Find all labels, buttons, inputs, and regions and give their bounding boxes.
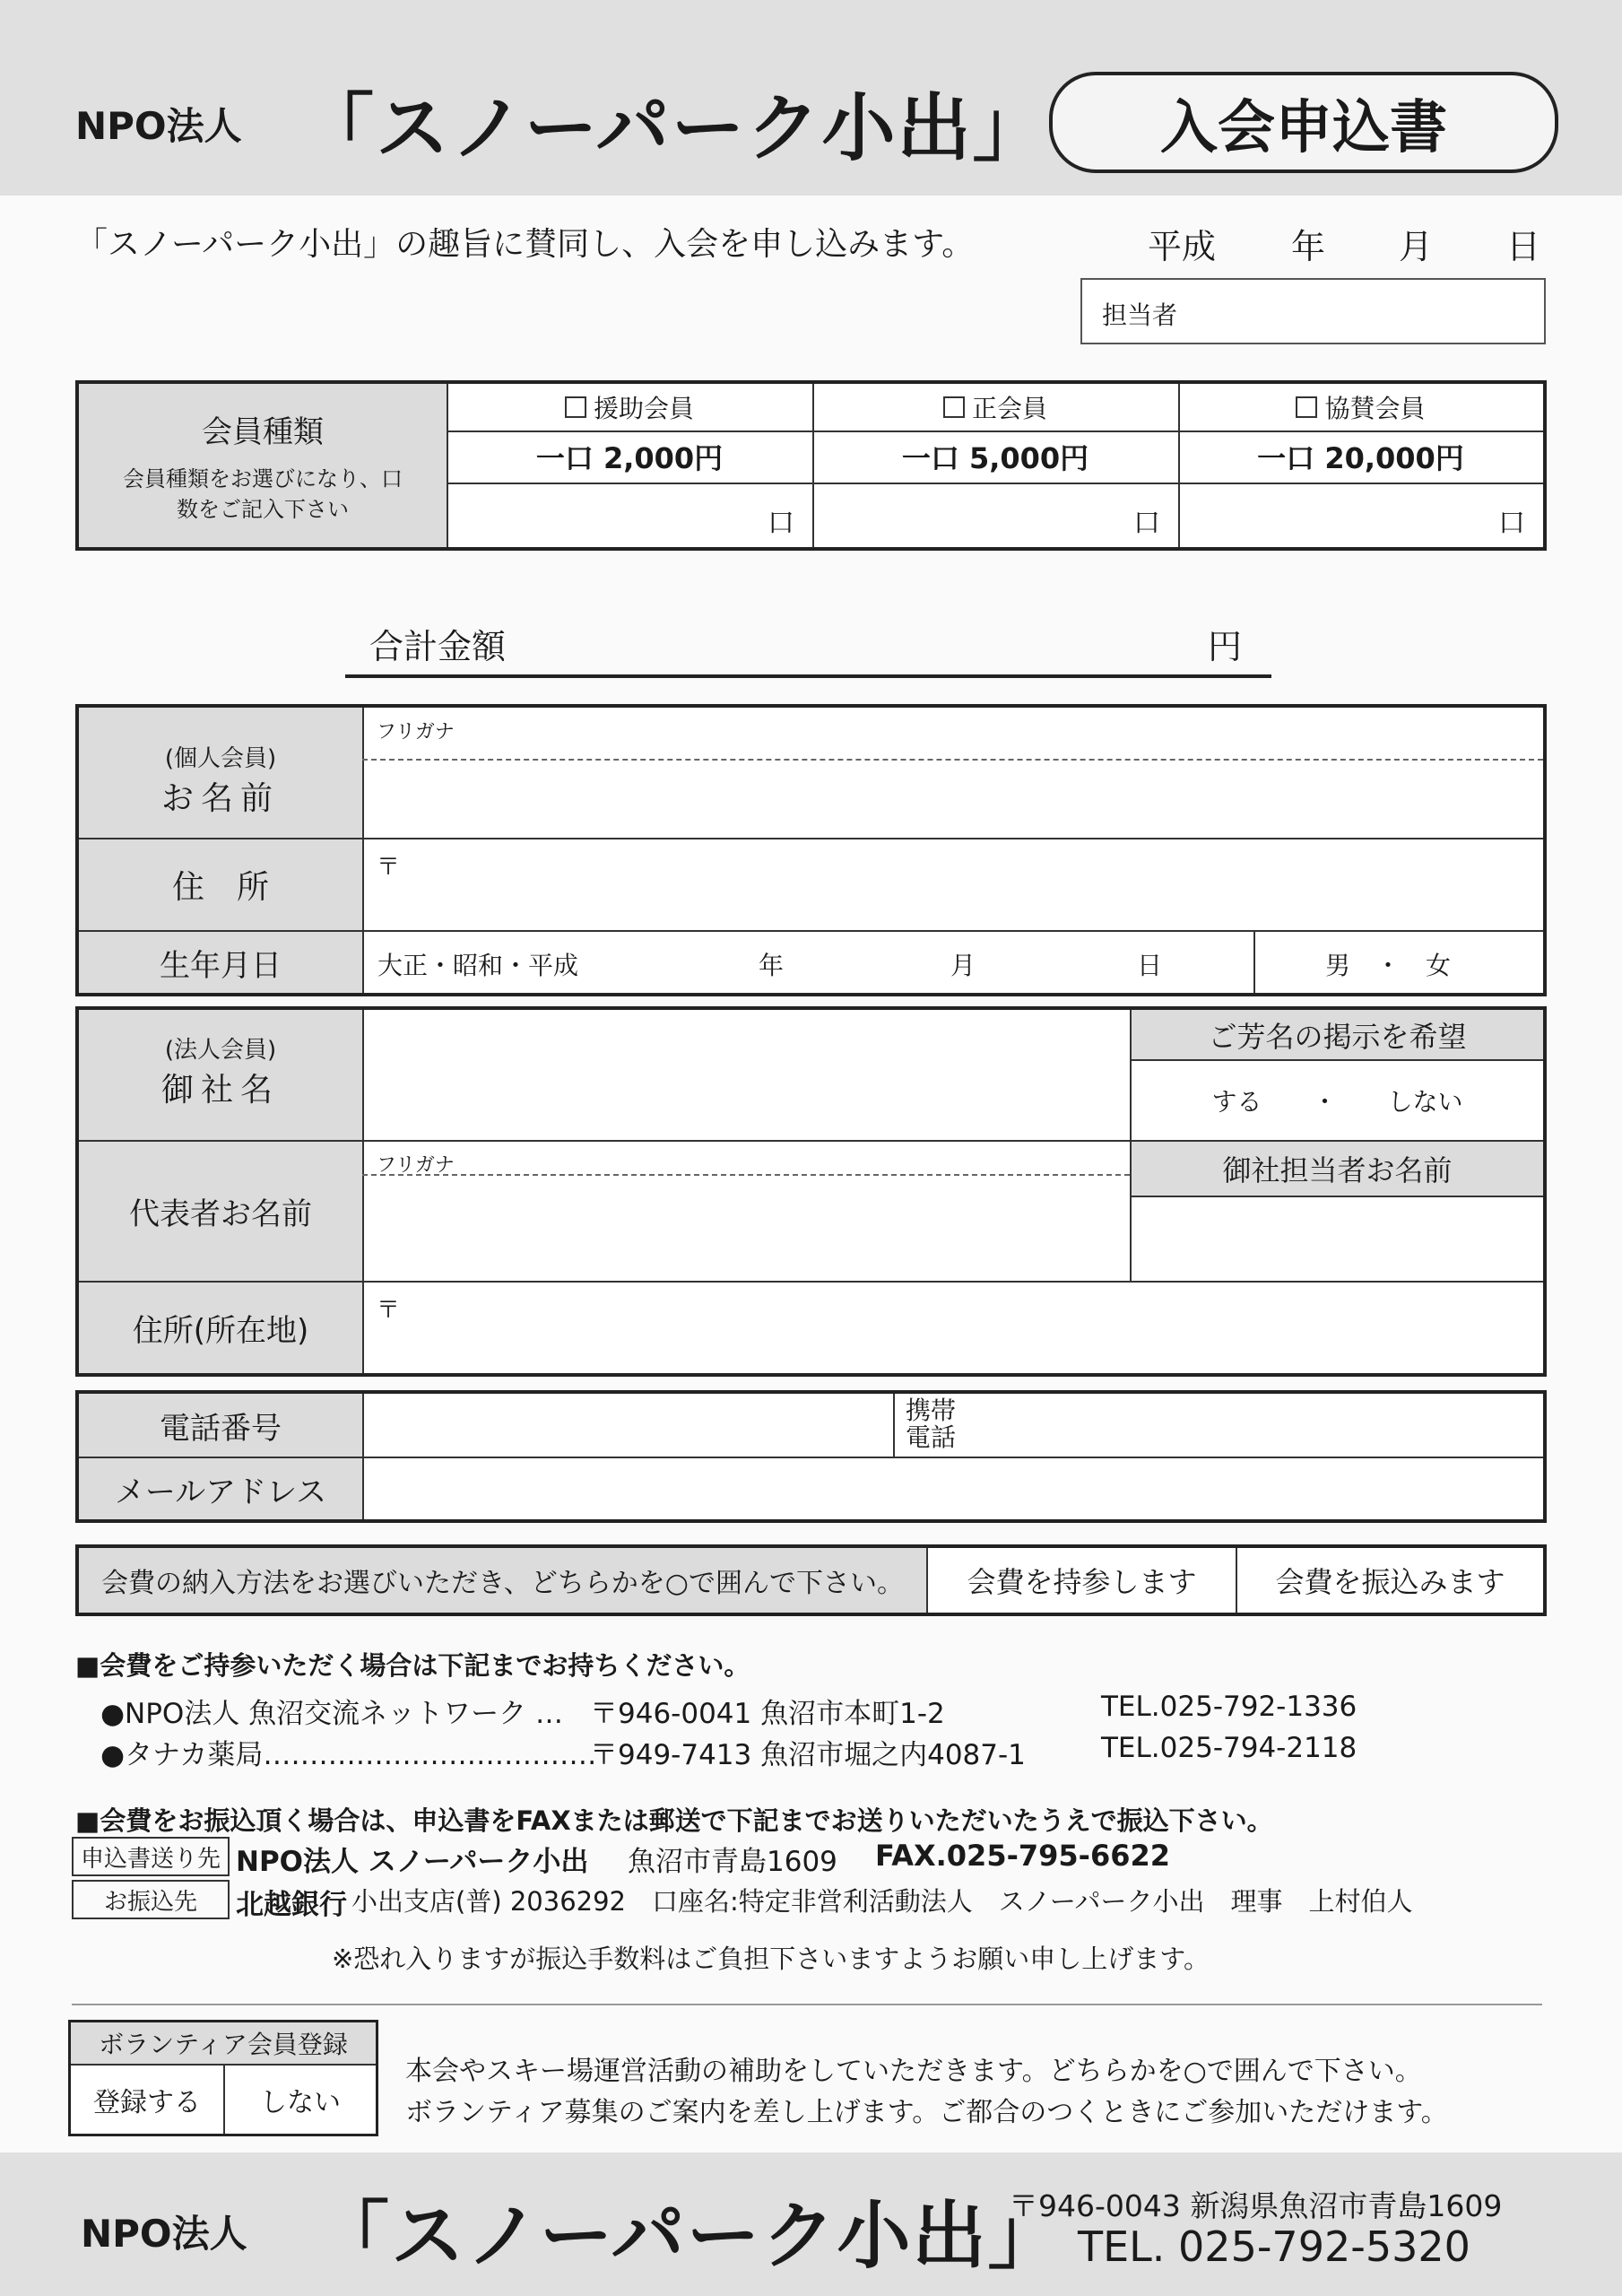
individual-address-field[interactable] xyxy=(364,839,1543,929)
footer-address: 〒946-0043 新潟県魚沼市青島1609 xyxy=(1009,2188,1503,2223)
send-address: 魚沼市青島1609 xyxy=(628,1846,837,1878)
birth-eras[interactable]: 大正・昭和・平成 xyxy=(377,951,579,980)
email-label: メールアドレス xyxy=(114,1474,327,1510)
footer-org-name: 「スノーパーク小出」 xyxy=(316,2194,1063,2279)
type-option-support[interactable]: 援助会員 xyxy=(447,384,812,430)
individual-name-label-cell xyxy=(79,726,362,833)
birth-label: 生年月日 xyxy=(160,947,282,984)
bring-place-1-tel: TEL.025-792-1336 xyxy=(1101,1691,1357,1723)
units-field-sponsor[interactable]: 口 xyxy=(1498,508,1525,539)
membership-label: 会員種類 xyxy=(202,413,324,450)
birth-year: 年 xyxy=(759,951,785,980)
bring-place-1-name: ●NPO法人 魚沼交流ネットワーク … xyxy=(100,1698,564,1730)
payment-section xyxy=(75,1544,1547,1616)
checkbox-icon[interactable] xyxy=(943,396,965,418)
units-field-regular[interactable]: 口 xyxy=(1133,508,1160,539)
birth-month: 月 xyxy=(950,951,976,980)
corporate-address-label: 住所(所在地) xyxy=(132,1313,309,1349)
membership-note: 会員種類をお選びになり、口数をご記入下さい xyxy=(123,465,403,522)
individual-category: (個人会員) xyxy=(164,745,277,772)
birth-day: 日 xyxy=(1137,951,1163,980)
bring-place-1-address: 〒946-0041 魚沼市本町1-2 xyxy=(590,1698,945,1730)
contact-person-label: 御社担当者お名前 xyxy=(1222,1153,1453,1187)
bank-detail: 小出支店(普) 2036292 口座名:特定非営利活動法人 スノーパーク小出 理事 上村伯人 xyxy=(351,1886,1413,1917)
payment-option-transfer[interactable]: 会費を振込みます xyxy=(1275,1565,1505,1599)
postal-mark: 〒 xyxy=(377,854,401,881)
company-label: 御社名 xyxy=(160,1072,280,1109)
company-label-cell xyxy=(79,1017,362,1125)
intro-statement: 「スノーパーク小出」の趣旨に賛同し、入会を申し込みます。 xyxy=(75,226,975,263)
display-wish-options[interactable]: する ・ しない xyxy=(1211,1087,1463,1117)
header-org-prefix: NPO法人 xyxy=(75,104,242,148)
volunteer-option-no[interactable]: しない xyxy=(260,2087,341,2118)
send-label: 申込書送り先 xyxy=(72,1837,230,1876)
volunteer-box xyxy=(68,2020,378,2136)
date-month: 月 xyxy=(1399,227,1434,266)
representative-name-field[interactable] xyxy=(364,1177,1130,1281)
volunteer-line-2: ボランティア募集のご案内を差し上げます。ご都合のつくときにご参加いただけます。 xyxy=(405,2097,1448,2128)
contact-person-field[interactable] xyxy=(1132,1197,1543,1281)
fee-note: ※恐れ入りますが振込手数料はご負担下さいますようお願い申し上げます。 xyxy=(332,1944,1210,1974)
bring-heading: ■会費をご持参いただく場合は下記までお持ちください。 xyxy=(75,1650,750,1681)
type-option-regular[interactable]: 正会員 xyxy=(812,384,1178,430)
date-era: 平成 xyxy=(1148,227,1217,266)
send-fax: FAX.025-795-6622 xyxy=(875,1839,1170,1873)
individual-name-field[interactable] xyxy=(364,761,1543,837)
checkbox-icon[interactable] xyxy=(565,396,586,418)
transfer-heading: ■会費をお振込頂く場合は、申込書をFAXまたは郵送で下記までお送りいただいたうえで振込下さい。 xyxy=(75,1805,1273,1836)
volunteer-title: ボランティア会員登録 xyxy=(71,2022,376,2064)
footer-org-prefix: NPO法人 xyxy=(81,2212,247,2256)
footer-tel: TEL. 025-792-5320 xyxy=(1078,2222,1470,2271)
type-price-sponsor: 一口 20,000円 xyxy=(1257,441,1464,475)
postal-mark: 〒 xyxy=(377,1297,401,1324)
individual-address-label: 住 所 xyxy=(171,868,269,906)
mobile-label: 携帯 電話 xyxy=(906,1396,957,1452)
divider xyxy=(72,2004,1542,2005)
bank-name: 北越銀行 xyxy=(236,1889,347,1921)
corporate-furigana-label: フリガナ xyxy=(377,1154,455,1177)
payment-option-bring[interactable]: 会費を持参します xyxy=(967,1565,1197,1599)
form-title-box xyxy=(1049,72,1558,173)
contact-section xyxy=(75,1390,1547,1523)
display-wish-label: ご芳名の掲示を希望 xyxy=(1208,1019,1467,1054)
phone-field[interactable] xyxy=(364,1394,893,1457)
bring-place-2-name: ●タナカ薬局……………………………… xyxy=(100,1739,597,1771)
staff-label: 担当者 xyxy=(1102,300,1178,330)
bring-place-2-address: 〒949-7413 魚沼市堀之内4087-1 xyxy=(590,1739,1026,1771)
phone-label: 電話番号 xyxy=(160,1410,282,1447)
email-field[interactable] xyxy=(364,1458,1543,1519)
type-option-sponsor[interactable]: 協賛会員 xyxy=(1178,384,1543,430)
bank-label: お振込先 xyxy=(72,1880,230,1919)
individual-name-label: お名前 xyxy=(160,780,280,817)
representative-label: 代表者お名前 xyxy=(129,1196,312,1232)
total-underline[interactable] xyxy=(345,674,1271,678)
membership-table xyxy=(75,380,1547,551)
mobile-field[interactable] xyxy=(976,1394,1543,1457)
total-unit: 円 xyxy=(1208,627,1243,666)
volunteer-line-1: 本会やスキー場運営活動の補助をしていただきます。どちらかを○で囲んで下さい。 xyxy=(405,2056,1422,2087)
membership-label-cell xyxy=(79,384,447,547)
type-price-support: 一口 2,000円 xyxy=(535,441,724,475)
staff-field[interactable] xyxy=(1080,278,1546,344)
bring-place-2-tel: TEL.025-794-2118 xyxy=(1101,1732,1357,1764)
date-day: 日 xyxy=(1506,227,1541,266)
total-label: 合計金額 xyxy=(369,627,507,666)
payment-instruction: 会費の納入方法をお選びいただき、どちらかを○で囲んで下さい。 xyxy=(79,1548,926,1613)
checkbox-icon[interactable] xyxy=(1296,396,1317,418)
corporate-address-field[interactable] xyxy=(364,1283,1543,1373)
type-price-regular: 一口 5,000円 xyxy=(901,441,1089,475)
units-field-support[interactable]: 口 xyxy=(768,508,794,539)
volunteer-option-yes[interactable]: 登録する xyxy=(93,2087,201,2118)
send-org: NPO法人 スノーパーク小出 xyxy=(236,1846,589,1878)
date-year: 年 xyxy=(1291,227,1326,266)
form-title: 入会申込書 xyxy=(1160,94,1447,161)
individual-furigana-label: フリガナ xyxy=(377,721,455,744)
corporate-category: (法人会員) xyxy=(164,1037,277,1064)
gender-options[interactable]: 男 ・ 女 xyxy=(1325,951,1452,980)
individual-section xyxy=(75,704,1547,996)
corporate-section xyxy=(75,1006,1547,1377)
company-name-field[interactable] xyxy=(364,1010,1130,1140)
header-org-name: 「スノーパーク小出」 xyxy=(300,86,1048,171)
